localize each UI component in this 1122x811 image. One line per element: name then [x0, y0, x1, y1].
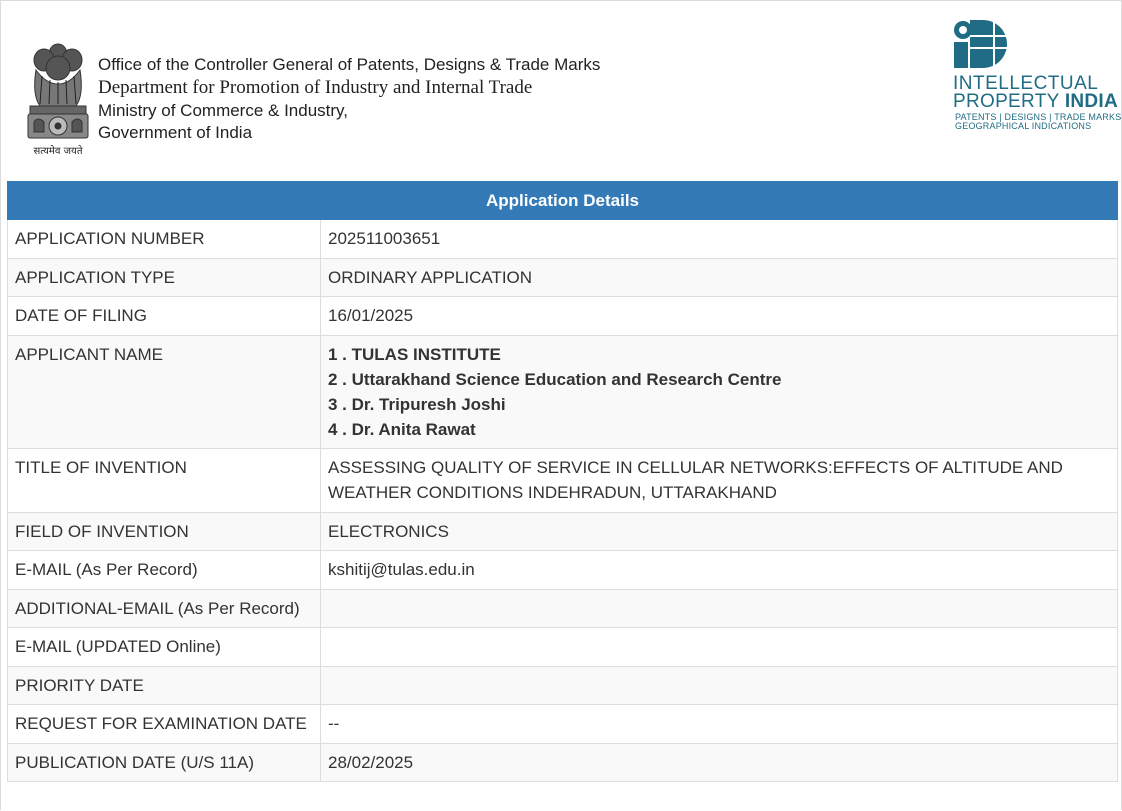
- logo-line2-regular: PROPERTY: [953, 91, 1065, 112]
- row-value-email: kshitij@tulas.edu.in: [321, 551, 1118, 590]
- row-label-field-of-invention: FIELD OF INVENTION: [8, 513, 321, 551]
- table-row: [8, 220, 1118, 259]
- applicant-item: 4 . Dr. Anita Rawat: [328, 420, 476, 439]
- row-label-application-type: APPLICATION TYPE: [8, 259, 321, 297]
- table-title: Application Details: [8, 182, 1118, 220]
- logo-subline2: GEOGRAPHICAL INDICATIONS: [955, 121, 1092, 131]
- table-row: [8, 628, 1118, 667]
- ministry-name: Ministry of Commerce & Industry,: [98, 101, 349, 120]
- applicant-item: 3 . Dr. Tripuresh Joshi: [328, 395, 506, 414]
- row-value-date-of-filing: 16/01/2025: [321, 297, 1118, 336]
- table-row: [8, 590, 1118, 628]
- logo-subline1: PATENTS | DESIGNS | TRADE MARKS: [955, 112, 1122, 122]
- office-title-block: [98, 54, 600, 144]
- row-value-applicant-name: [321, 336, 1118, 449]
- logo-line1: INTELLECTUAL: [953, 73, 1099, 94]
- row-label-additional-email: ADDITIONAL-EMAIL (As Per Record): [8, 590, 321, 628]
- row-value-application-number: 202511003651: [321, 220, 1118, 259]
- department-name: Department for Promotion of Industry and Internal Trade: [98, 77, 533, 98]
- application-details-table: [7, 181, 1118, 782]
- row-label-applicant-name: APPLICANT NAME: [8, 336, 321, 449]
- table-row: [8, 449, 1118, 513]
- applicant-item: 1 . TULAS INSTITUTE: [328, 345, 501, 364]
- table-row: [8, 667, 1118, 705]
- table-row: [8, 705, 1118, 744]
- row-label-date-of-filing: DATE OF FILING: [8, 297, 321, 336]
- row-value-application-type: ORDINARY APPLICATION: [321, 259, 1118, 297]
- table-row: [8, 513, 1118, 551]
- row-value-priority-date: [321, 667, 1118, 705]
- row-label-priority-date: PRIORITY DATE: [8, 667, 321, 705]
- applicant-list: [328, 336, 1110, 442]
- logo-line2: [953, 92, 1118, 112]
- national-emblem-icon: [22, 40, 94, 160]
- row-label-publication-date: PUBLICATION DATE (U/S 11A): [8, 744, 321, 782]
- row-label-request-examination-date: REQUEST FOR EXAMINATION DATE: [8, 705, 321, 744]
- row-label-email: E-MAIL (As Per Record): [8, 551, 321, 590]
- row-label-application-number: APPLICATION NUMBER: [8, 220, 321, 259]
- table-row: [8, 336, 1118, 449]
- office-name: Office of the Controller General of Patents, Designs & Trade Marks: [98, 55, 601, 74]
- table-row: [8, 744, 1118, 782]
- row-value-title-of-invention: ASSESSING QUALITY OF SERVICE IN CELLULAR NETWORKS:EFFECTS OF ALTITUDE AND WEATHER CONDITIONS INDEHRADUN, UTTARAKHAND: [321, 449, 1118, 513]
- row-label-title-of-invention: TITLE OF INVENTION: [8, 449, 321, 513]
- applicant-item: 2 . Uttarakhand Science Education and Research Centre: [328, 370, 782, 389]
- government-name: Government of India: [98, 123, 253, 142]
- row-value-email-updated: [321, 628, 1118, 667]
- row-value-field-of-invention: ELECTRONICS: [321, 513, 1118, 551]
- row-value-publication-date: 28/02/2025: [321, 744, 1118, 782]
- page-header: [0, 0, 1122, 180]
- row-label-email-updated: E-MAIL (UPDATED Online): [8, 628, 321, 667]
- emblem-motto: सत्यमेव जयते: [33, 146, 83, 157]
- table-row: [8, 551, 1118, 590]
- table-row: [8, 259, 1118, 297]
- row-value-request-examination-date: --: [321, 705, 1118, 744]
- row-value-additional-email: [321, 590, 1118, 628]
- logo-line2-bold: INDIA: [1064, 91, 1119, 112]
- table-row: [8, 297, 1118, 336]
